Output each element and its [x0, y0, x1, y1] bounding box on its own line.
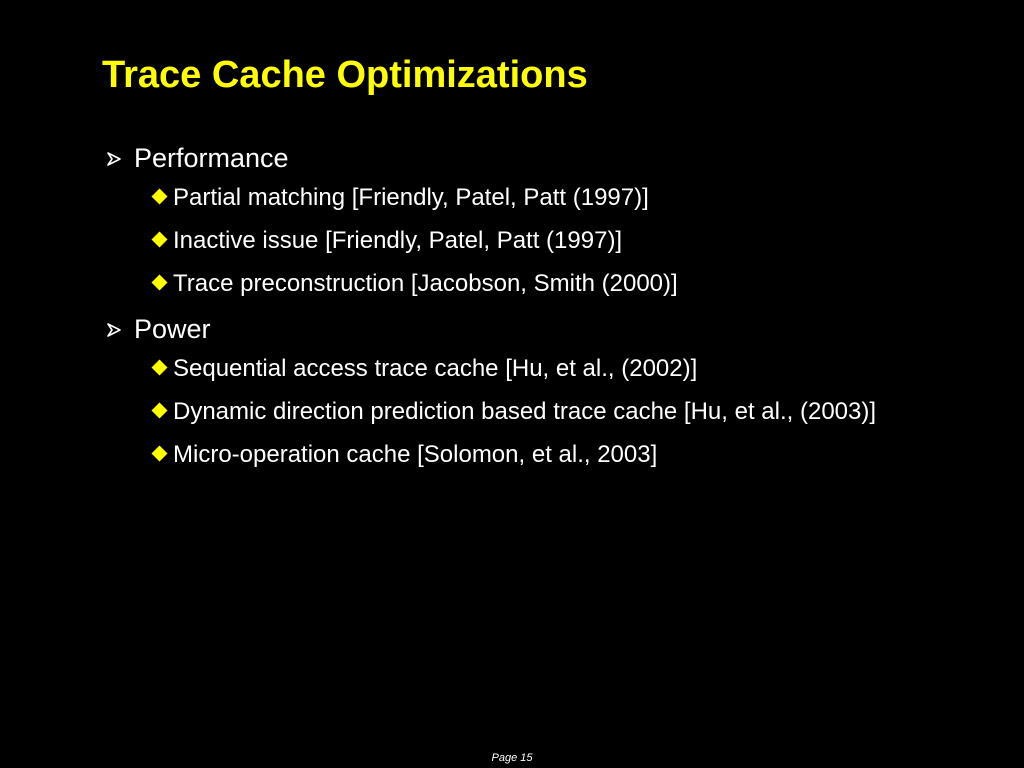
section-heading: Power — [134, 314, 211, 344]
bullet-list — [106, 140, 936, 482]
arrow-bullet-icon — [106, 151, 122, 167]
section-performance — [106, 140, 936, 299]
diamond-bullet-icon — [151, 445, 168, 462]
section-power — [106, 311, 936, 470]
bullet-text: Sequential access trace cache [Hu, et al., (2002)] — [173, 355, 698, 382]
bullet-level1 — [106, 140, 936, 176]
bullet-text: Dynamic direction prediction based trace cache [Hu, et al., (2003)] — [173, 398, 877, 425]
diamond-bullet-icon — [151, 402, 168, 419]
diamond-bullet-icon — [151, 359, 168, 376]
bullet-text: Trace preconstruction [Jacobson, Smith (2000)] — [173, 270, 678, 297]
bullet-level2 — [106, 182, 936, 213]
diamond-bullet-icon — [151, 231, 168, 248]
bullet-level1 — [106, 311, 936, 347]
bullet-text: Micro-operation cache [Solomon, et al., 2003] — [173, 441, 658, 468]
section-heading: Performance — [134, 143, 289, 173]
page-number: Page 15 — [491, 752, 533, 764]
bullet-level2 — [106, 353, 936, 384]
bullet-text: Partial matching [Friendly, Patel, Patt (1997)] — [173, 184, 649, 211]
bullet-level2 — [106, 268, 936, 299]
diamond-bullet-icon — [151, 274, 168, 291]
arrow-bullet-icon — [106, 322, 122, 338]
slide-title: Trace Cache Optimizations — [102, 54, 588, 96]
bullet-level2 — [106, 439, 936, 470]
bullet-level2 — [106, 396, 936, 427]
diamond-bullet-icon — [151, 188, 168, 205]
bullet-level2 — [106, 225, 936, 256]
bullet-text: Inactive issue [Friendly, Patel, Patt (1997)] — [173, 227, 623, 254]
